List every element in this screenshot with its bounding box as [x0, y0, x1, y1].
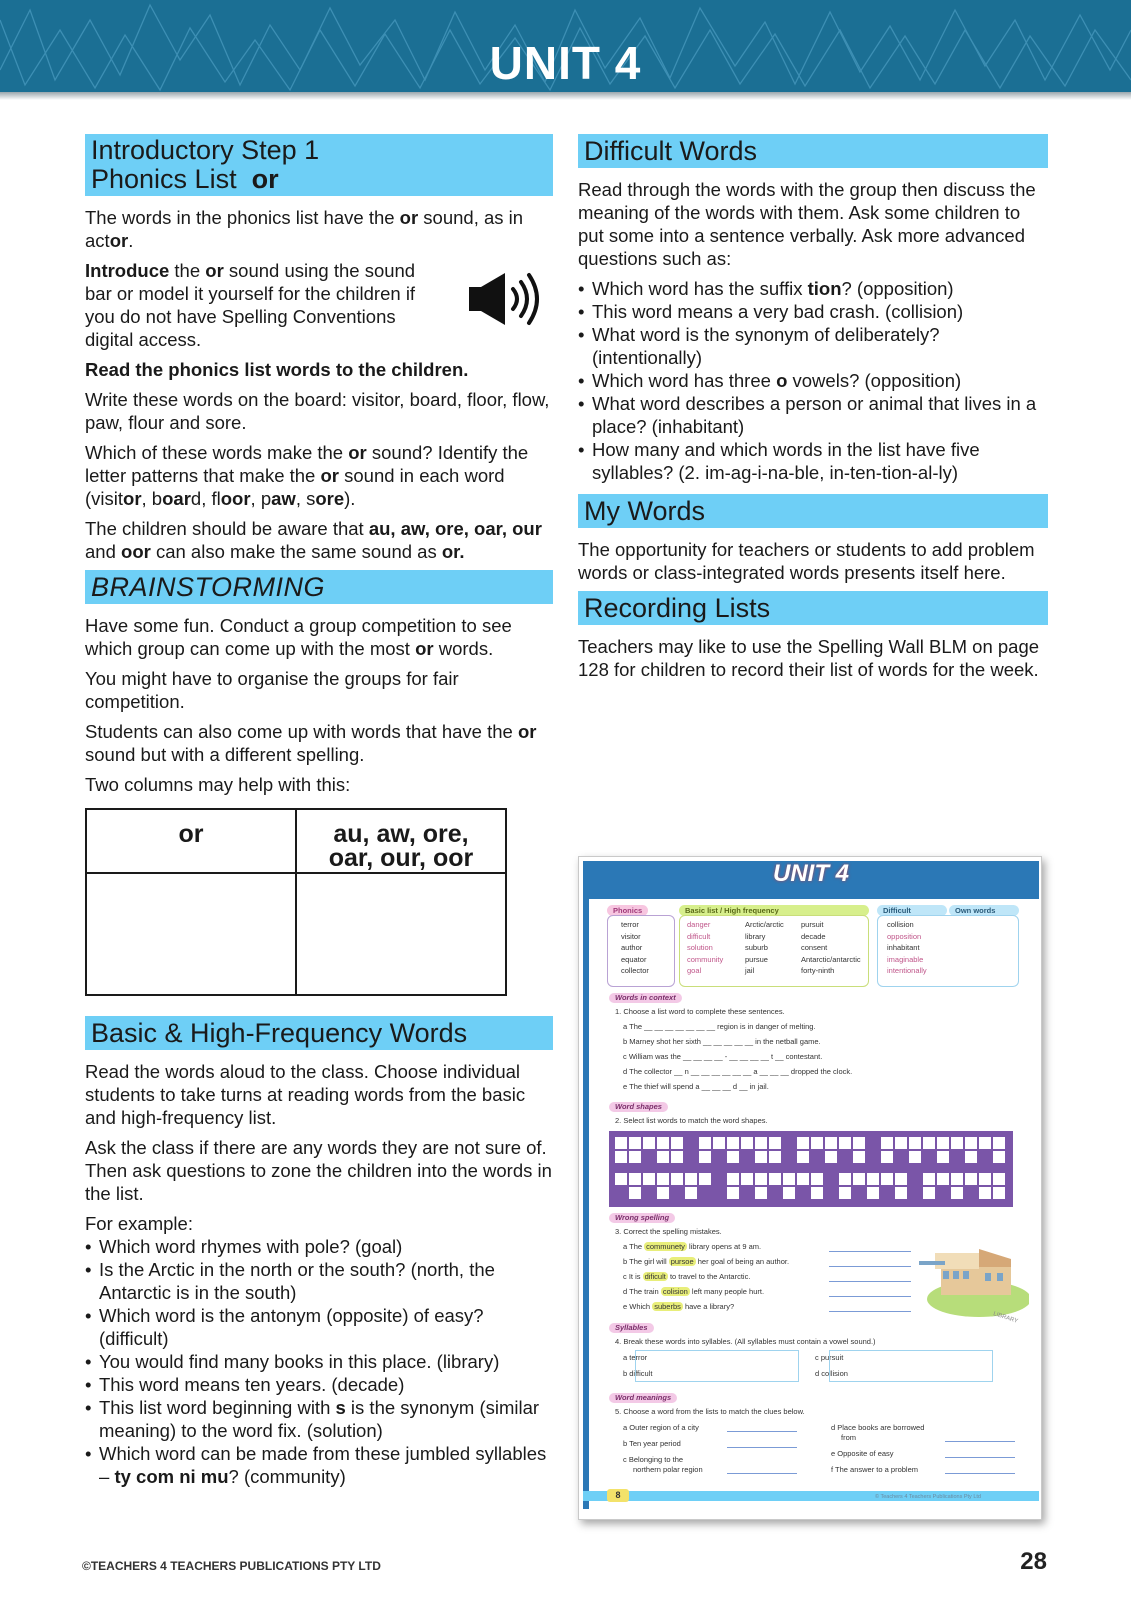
intro-heading [85, 134, 553, 196]
q4d: d collision [815, 1369, 848, 1378]
list-item: solution [687, 943, 713, 952]
q1a: a The __ __ __ __ __ __ __ region is in danger of melting. [623, 1022, 816, 1031]
left-column [85, 134, 553, 1488]
basic-p3: For example: [85, 1213, 193, 1234]
table-header-or: or [86, 809, 296, 873]
list-item: decade [801, 931, 826, 941]
mywords-heading: My Words [578, 494, 1048, 528]
list-item: • Which word has the suffix tion? (opposition) [578, 277, 1048, 300]
list-item: • How many and which words in the list have five syllables? (2. im-ag-i-na-ble, in-ten-tion-al-ly) [578, 438, 1048, 484]
list-item: • This word means ten years. (decade) [85, 1373, 553, 1396]
tab-difficult: Difficult [877, 905, 947, 916]
basic-question-list [85, 1235, 553, 1488]
worksheet-page-number: 8 [607, 1489, 629, 1502]
recording-p1: Teachers may like to use the Spelling Wall BLM on page 128 for children to record their list of words for the week. [578, 636, 1040, 680]
table-header-alt-line2: oar, our, oor [328, 844, 474, 872]
tab-phonics: Phonics [607, 905, 648, 916]
list-item: inhabitant [887, 943, 920, 952]
q5d-line2: from [841, 1433, 856, 1442]
section-syllables: Syllables [609, 1323, 654, 1333]
banner-title: UNIT 4 [489, 37, 642, 89]
or-columns-table [85, 808, 507, 996]
list-item: opposition [887, 931, 922, 941]
answer-line[interactable] [829, 1266, 911, 1267]
tab-own-words: Own words [949, 905, 1019, 916]
answer-line[interactable] [829, 1311, 911, 1312]
basic-heading: Basic & High-Frequency Words [85, 1016, 553, 1050]
library-building-illustration [919, 1235, 1029, 1325]
basic-word-list-2 [745, 919, 784, 977]
worksheet-copyright: © Teachers 4 Teachers Publications Pty Ltd [875, 1494, 981, 1500]
q3e: e Which suberbs have a library? [623, 1302, 735, 1311]
table-header-row [86, 809, 506, 873]
q5c-line2: northern polar region [633, 1465, 703, 1474]
worksheet-side-bar [583, 899, 589, 1509]
worksheet-banner [583, 861, 1039, 899]
q3-prompt: 3. Correct the spelling mistakes. [615, 1227, 722, 1236]
section-word-shapes: Word shapes [609, 1102, 668, 1112]
answer-line[interactable] [829, 1251, 911, 1252]
brainstorming-p1: Have some fun. Conduct a group competition to see which group can come up with the most or words. [85, 615, 512, 659]
table-header-alternatives [296, 809, 506, 873]
difficult-question-list [578, 277, 1048, 484]
basic-p2: Ask the class if there are any words they are not sure of. Then ask questions to zone the children into the words in the list. [85, 1137, 552, 1204]
speaker-icon[interactable] [469, 271, 541, 327]
table-header-alt-line1: au, aw, ore, [333, 820, 469, 848]
q4b: b difficult [623, 1369, 653, 1378]
q5d-line1: d Place books are borrowed [831, 1423, 925, 1432]
list-item: • What word is the synonym of deliberately? (intentionally) [578, 323, 1048, 369]
q5-prompt: 5. Choose a word from the lists to match the clues below. [615, 1407, 805, 1416]
list-item: difficult [687, 931, 711, 941]
answer-line[interactable] [945, 1441, 1015, 1442]
list-item: imaginable [887, 954, 924, 964]
brainstorming-heading: BRAINSTORMING [85, 570, 553, 604]
worksheet-thumbnail [578, 856, 1042, 1520]
intro-p2: Introduce the or sound using the sound bar or model it yourself for the children if you do not have Spelling Conventions digital access. [85, 260, 416, 350]
intro-p4: Write these words on the board: visitor, board, floor, flow, paw, flour and sore. [85, 389, 550, 433]
intro-sound-block [85, 259, 553, 351]
q4c: c pursuit [815, 1353, 844, 1362]
list-item: collector [621, 966, 649, 975]
unit-banner [0, 0, 1131, 92]
list-item: jail [745, 966, 755, 975]
tab-basic: Basic list / High frequency [679, 905, 869, 916]
list-item: visitor [621, 931, 641, 941]
worksheet-title: UNIT 4 [772, 860, 849, 887]
list-item: library [745, 931, 766, 941]
answer-line[interactable] [945, 1457, 1015, 1458]
list-item: collision [887, 920, 914, 929]
q3d: d The train colision left many people hurt. [623, 1287, 765, 1296]
intro-heading-line2-prefix: Phonics List [91, 164, 237, 194]
syllable-grid-right[interactable] [829, 1350, 993, 1382]
section-words-in-context: Words in context [609, 993, 682, 1003]
intro-heading-line1: Introductory Step 1 [91, 135, 320, 165]
list-item: • This list word beginning with s is the synonym (similar meaning) to the word fix. (solution) [85, 1396, 553, 1442]
footer-copyright: ©TEACHERS 4 TEACHERS PUBLICATIONS PTY LTD [82, 1559, 381, 1573]
list-item: • What word describes a person or animal that lives in a place? (inhabitant) [578, 392, 1048, 438]
answer-line[interactable] [727, 1431, 797, 1432]
recording-heading: Recording Lists [578, 591, 1048, 625]
difficult-p1: Read through the words with the group then discuss the meaning of the words with them. Ask some children to put some into a sentence verbally. Ask more advanced questions such as: [578, 179, 1036, 269]
list-item: pursuit [801, 920, 824, 929]
list-item: • You would find many books in this place. (library) [85, 1350, 553, 1373]
q4a: a terror [623, 1353, 648, 1362]
q3a: a The communety library opens at 9 am. [623, 1242, 762, 1251]
phonics-word-list [621, 919, 649, 977]
list-item: • Which word is the antonym (opposite) of easy? (difficult) [85, 1304, 553, 1350]
list-item: forty-ninth [801, 966, 835, 975]
q5b: b Ten year period [623, 1439, 681, 1448]
answer-line[interactable] [945, 1473, 1015, 1474]
basic-p1: Read the words aloud to the class. Choose individual students to take turns at reading words from the basic and high-frequency list. [85, 1061, 526, 1128]
q1e: e The thief will spend a __ __ __ d __ in jail. [623, 1082, 769, 1091]
q5a: a Outer region of a city [623, 1423, 699, 1432]
q2-prompt: 2. Select list words to match the word shapes. [615, 1116, 768, 1125]
intro-heading-line2-bold: or [251, 164, 279, 194]
syllable-grid-left[interactable] [635, 1350, 799, 1382]
intro-heading-line2 [91, 165, 547, 194]
intro-p3: Read the phonics list words to the children. [85, 359, 469, 380]
intro-p1: The words in the phonics list have the or sound, as in actor. [85, 207, 524, 251]
list-item: pursue [745, 954, 768, 964]
answer-line[interactable] [829, 1296, 911, 1297]
section-word-meanings: Word meanings [609, 1393, 677, 1403]
q5c-line1: c Belonging to the [623, 1455, 684, 1464]
word-shapes-grid [609, 1131, 1013, 1207]
page-number: 28 [1020, 1548, 1047, 1575]
list-item: Arctic/arctic [745, 920, 784, 929]
table-cell-or[interactable] [86, 873, 296, 995]
mywords-p1: The opportunity for teachers or students to add problem words or class-integrated words presents itself here. [578, 539, 1035, 583]
q1-prompt: 1. Choose a list word to complete these sentences. [615, 1007, 785, 1016]
list-item: • Which word rhymes with pole? (goal) [85, 1235, 553, 1258]
basic-word-list-3 [801, 919, 861, 977]
list-item: • This word means a very bad crash. (collision) [578, 300, 1048, 323]
list-item: Antarctic/antarctic [801, 954, 861, 964]
list-item: danger [687, 920, 711, 929]
list-item: goal [687, 966, 702, 975]
q5e: e Opposite of easy [831, 1449, 894, 1458]
banner-shadow [0, 92, 1131, 100]
q4-prompt: 4. Break these words into syllables. (All syllables must contain a vowel sound.) [615, 1337, 876, 1346]
list-item: • Which word can be made from these jumbled syllables – ty com ni mu? (community) [85, 1442, 553, 1488]
answer-line[interactable] [727, 1447, 797, 1448]
brainstorming-p3: Students can also come up with words that have the or sound but with a different spelling. [85, 721, 537, 765]
list-item: author [621, 943, 643, 952]
q3c: c It is dificult to travel to the Antarctic. [623, 1272, 751, 1281]
difficult-heading: Difficult Words [578, 134, 1048, 168]
word-shapes-cells [609, 1131, 1013, 1207]
q1d: d The collector __ n __ __ __ __ __ __ a __ __ __ dropped the clock. [623, 1067, 853, 1076]
answer-line[interactable] [829, 1281, 911, 1282]
list-item: community [687, 954, 724, 964]
answer-line[interactable] [727, 1473, 797, 1474]
table-body-row [86, 873, 506, 995]
q5f: f The answer to a problem [831, 1465, 918, 1474]
q3b: b The girl will pursoe her goal of being an author. [623, 1257, 790, 1266]
list-item: • Which word has three o vowels? (opposition) [578, 369, 1048, 392]
section-wrong-spelling: Wrong spelling [609, 1213, 675, 1223]
q1b: b Marney shot her sixth __ __ __ __ __ in the netball game. [623, 1037, 821, 1046]
difficult-word-list [887, 919, 927, 977]
list-item: intentionally [887, 966, 927, 975]
brainstorming-p2: You might have to organise the groups for fair competition. [85, 668, 459, 712]
list-item: terror [621, 920, 639, 929]
q1c: c William was the __ __ __ __ - __ __ __ __ t __ contestant. [623, 1052, 823, 1061]
right-column [578, 134, 1048, 688]
list-item: consent [801, 943, 828, 952]
library-label: LIBRARY [992, 1311, 1019, 1325]
list-item: suburb [745, 943, 768, 952]
list-item: equator [621, 954, 647, 964]
intro-p5: Which of these words make the or sound? Identify the letter patterns that make the or sound in each word (visitor, board, floor, paw, sore). [85, 442, 529, 509]
list-item: • Is the Arctic in the north or the south? (north, the Antarctic is in the south) [85, 1258, 553, 1304]
brainstorming-p4: Two columns may help with this: [85, 774, 351, 795]
basic-word-list-1 [687, 919, 723, 977]
intro-p6: The children should be aware that au, aw, ore, oar, our and oor can also make the same sound as or. [85, 518, 542, 562]
table-cell-alternatives[interactable] [296, 873, 506, 995]
